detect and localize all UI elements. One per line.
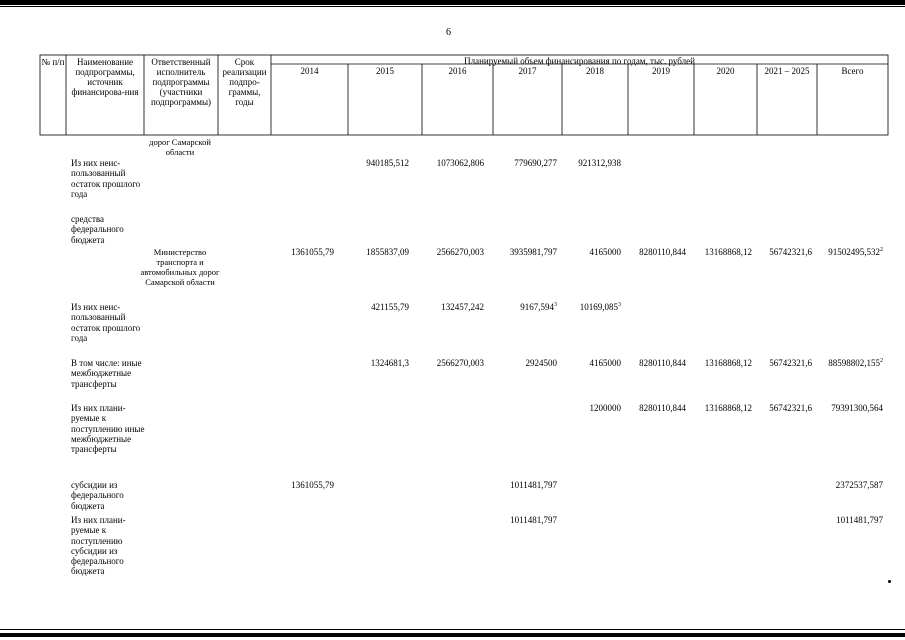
table-cell: 13168868,12 xyxy=(704,403,752,413)
header-year: 2018 xyxy=(586,66,604,76)
footnote-mark: 2 xyxy=(880,358,883,364)
table-cell: 779690,277 xyxy=(514,158,557,168)
table-cell: 8280110,844 xyxy=(639,403,686,413)
table-cell: 1361055,79 xyxy=(291,247,334,257)
table-cell: 10169,085$^3$ xyxy=(579,302,621,312)
page-number: 6 xyxy=(446,27,451,38)
table-cell: 940185,512 xyxy=(366,158,409,168)
row-label: Из них плани-руемые к поступлению субсидии из федерального бюджета xyxy=(71,515,126,577)
table-cell: 132457,242 xyxy=(441,302,484,312)
footnote-mark: 3 xyxy=(554,302,557,308)
table-cell: 79391300,564 xyxy=(831,403,883,413)
row-label: В том числе: иные межбюджетные трансферты xyxy=(71,358,142,389)
header-term: Срок реализации подпро-граммы, годы xyxy=(222,57,267,107)
table-cell: 56742321,6 xyxy=(769,358,812,368)
table-cell: 56742321,6 xyxy=(769,403,812,413)
header-name: Наименование подпрограммы, источник финансирова-ния xyxy=(71,57,139,97)
bottom-rule xyxy=(0,633,905,637)
header-year: 2017 xyxy=(518,66,537,76)
header-year: 2016 xyxy=(448,66,467,76)
header-responsible: Ответственный исполнитель подпрограммы (участники подпрограммы) xyxy=(150,57,212,107)
table-cell: 88598802,155$^2$ xyxy=(828,358,883,368)
row-label: Из них неис-пользованный остаток прошлого года xyxy=(71,302,141,343)
table-cell: 421155,79 xyxy=(371,302,409,312)
header-year: 2020 xyxy=(716,66,735,76)
carry-over-responsible: дорог Самарской области xyxy=(149,137,211,157)
table-cell: 1011481,797 xyxy=(836,515,883,525)
table-cell: 1200000 xyxy=(589,403,621,413)
table-cell: 2924500 xyxy=(525,358,557,368)
scan-mark xyxy=(888,580,891,583)
top-rule xyxy=(0,0,905,5)
row-label: средства федерального бюджета xyxy=(71,214,124,245)
table-cell: 1324681,3 xyxy=(370,358,409,368)
header-year: 2014 xyxy=(300,66,319,76)
table-cell: 2566270,003 xyxy=(436,358,484,368)
table-cell: 1855837,09 xyxy=(366,247,409,257)
header-year: 2019 xyxy=(652,66,670,76)
row-responsible: Министерство транспорта и автомобильных дорог Самарской области xyxy=(140,247,220,287)
table-cell: 9167,594$^3$ xyxy=(520,302,557,312)
table-cell: 8280110,844 xyxy=(639,247,686,257)
row-label: субсидии из федерального бюджета xyxy=(71,480,124,511)
header-year: 2015 xyxy=(376,66,394,76)
footnote-mark: 2 xyxy=(880,247,883,253)
footnote-mark: 3 xyxy=(618,302,621,308)
table-cell: 4165000 xyxy=(589,247,621,257)
table-cell: 1011481,797 xyxy=(510,515,557,525)
top-rule-thin xyxy=(0,6,905,7)
row-label: Из них плани-руемые к поступлению иные межбюджетные трансферты xyxy=(71,403,145,455)
table-cell: 921312,938 xyxy=(578,158,621,168)
bottom-rule-thin xyxy=(0,629,905,630)
header-planned: Планируемый объем финансирования по годам, тыс. рублей xyxy=(464,56,695,66)
header-num: № п/п xyxy=(41,57,65,67)
table-cell: 56742321,6 xyxy=(769,247,812,257)
table-cell: 1073062,806 xyxy=(436,158,484,168)
table-cell: 13168868,12 xyxy=(704,247,752,257)
table-cell: 1361055,79 xyxy=(291,480,334,490)
row-label: Из них неис-пользованный остаток прошлого года xyxy=(71,158,141,199)
table-cell: 2566270,003 xyxy=(436,247,484,257)
table-cell: 13168868,12 xyxy=(704,358,752,368)
table-cell: 91502495,532$^2$ xyxy=(828,247,883,257)
table-cell: 3935981,797 xyxy=(509,247,557,257)
header-year: Всего xyxy=(841,66,864,76)
table-cell: 8280110,844 xyxy=(639,358,686,368)
table-cell: 1011481,797 xyxy=(510,480,557,490)
header-year: 2021 – 2025 xyxy=(764,66,810,76)
table-cell: 4165000 xyxy=(589,358,621,368)
table-cell: 2372537,587 xyxy=(835,480,883,490)
